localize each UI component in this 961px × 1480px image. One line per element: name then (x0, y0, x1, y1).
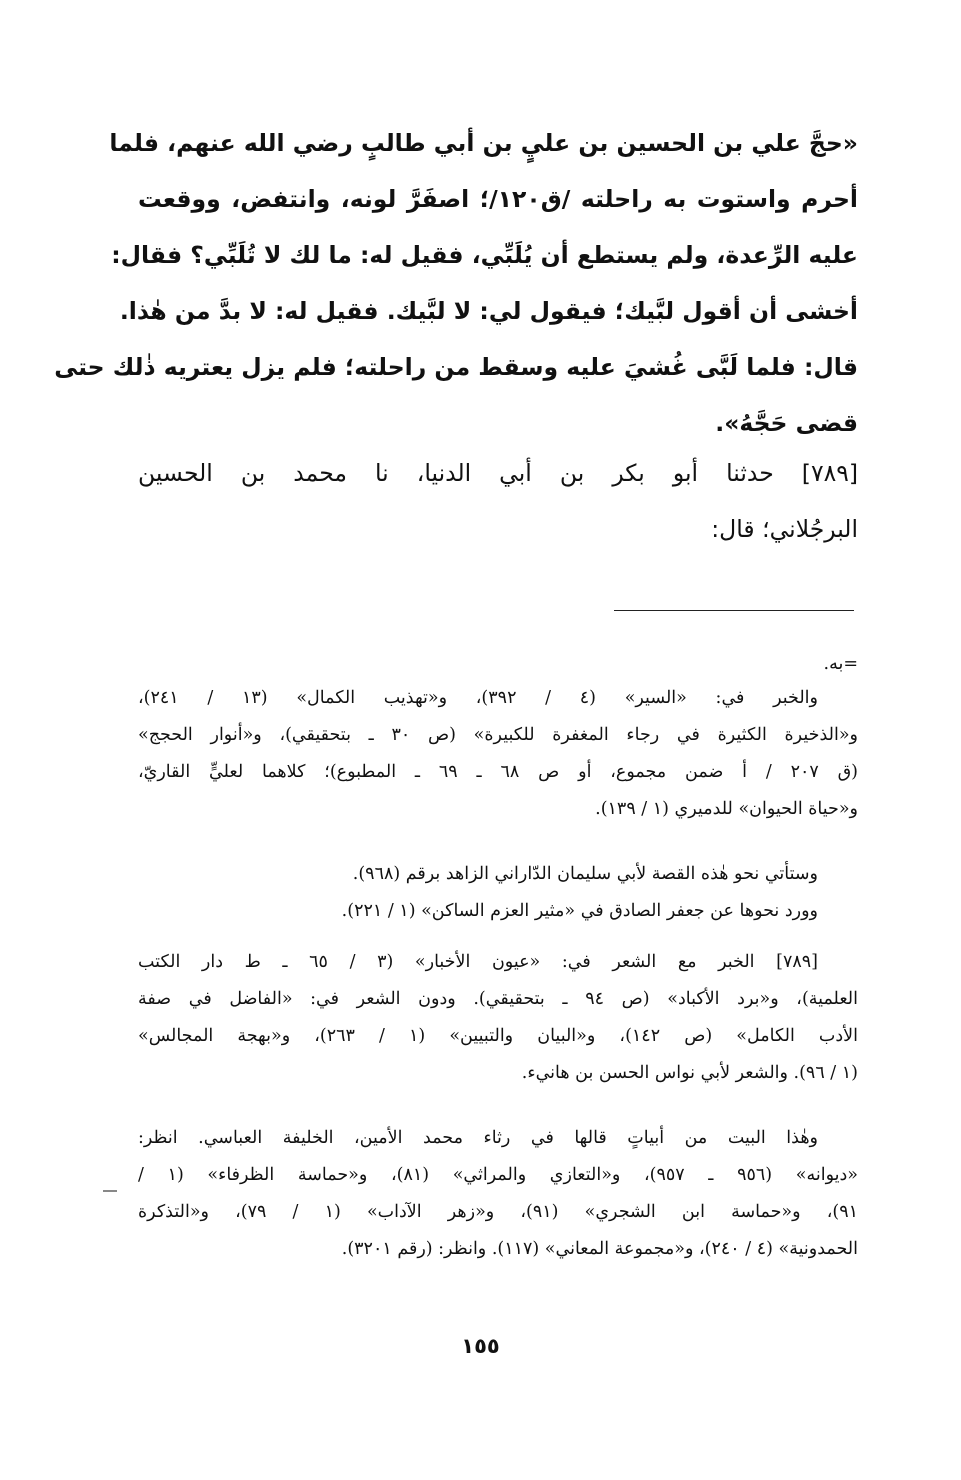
main-text-paragraph-2 (138, 445, 858, 557)
footnote-line: =به. (823, 654, 858, 674)
footnote-continuation (138, 646, 858, 683)
footnote-789 (138, 944, 858, 1092)
footnote-cross-references (138, 856, 858, 930)
main-text-paragraph-1 (54, 115, 858, 451)
footnote-line: [٧٨٩] الخبر مع الشعر في: «عيون الأخبار» (٣ / ٦٥ ـ ط دار الكتب (138, 952, 818, 972)
footnote-line: وهٰذا البيت من أبياتٍ قالها في رثاء محمد الأمين، الخليفة العباسي. انظر: (138, 1128, 818, 1148)
text-line: عليه الرِّعدة، ولم يستطع أن يُلَبِّي، فقيل له: ما لك لا تُلَبِّي؟ فقال: (111, 241, 858, 269)
footnote-sources (138, 680, 858, 828)
footnote-line: العلمية)، و«برد الأكباد» (ص ٩٤ ـ بتحقيقي). ودون الشعر في: «الفاضل في صفة (138, 989, 858, 1009)
footnote-line: (١ / ٩٦). والشعر لأبي نواس الحسن بن هانيء. (521, 1063, 858, 1083)
footnote-line: وستأتي نحو هٰذه القصة لأبي سليمان الدّاراني الزاهد برقم (٩٦٨). (352, 864, 818, 884)
scan-speck (103, 1190, 117, 1192)
footnote-line: (ق ٢٠٧ / أ ضمن مجموع، أو ص ٦٨ ـ ٦٩ ـ المطبوع)؛ كلاهما لعليٍّ القاريّ، (138, 762, 859, 782)
text-line: قضى حَجَّهُ». (715, 409, 858, 437)
text-line: أخشى أن أقول لبَّيك؛ فيقول لي: لا لبَّيك. فقيل له: لا بدَّ من هٰذا. (119, 297, 858, 325)
text-line: أحرم واستوت به راحلته /ق١٢٠/؛ اصفَرَّ لونه، وانتفض، ووقعت (138, 185, 858, 213)
footnote-line: ٩١)، و«حماسة ابن الشجري» (٩١)، و«زهر الآداب» (١ / ٧٩)، و«التذكرة (138, 1202, 858, 1222)
footnote-line: وورد نحوها عن جعفر الصادق في «مثير العزم الساكن» (١ / ٢٢١). (341, 901, 818, 921)
footnote-line: «ديوانه» (٩٥٦ ـ ٩٥٧)، و«التعازي والمراثي» (٨١)، و«حماسة الظرفاء» (١ / (138, 1165, 858, 1185)
footnote-line: و«حياة الحيوان» للدميري (١ / ١٣٩). (595, 799, 858, 819)
page-number: ١٥٥ (461, 1334, 500, 1358)
footnote-line: الأدب الكامل» (ص ١٤٢)، و«البيان والتبيين» (١ / ٢٦٣)، و«بهجة المجالس» (138, 1026, 859, 1046)
text-line: قال: فلما لَبَّى غُشيَ عليه وسقط من راحلته؛ فلم يزل يعتريه ذٰلك حتى (54, 353, 858, 381)
text-line: [٧٨٩] حدثنا أبو بكر بن أبي الدنيا، نا محمد بن الحسين (138, 459, 858, 487)
footnote-line: الحمدونية» (٤ / ٢٤٠)، و«مجموعة المعاني» (١١٧). وانظر: (رقم ٣٢٠١). (341, 1239, 858, 1259)
text-line: «حجَّ علي بن الحسين بن عليٍ بن أبي طالبٍ رضي الله عنهم، فلما (109, 129, 858, 157)
text-line: البرجُلاني؛ قال: (711, 515, 858, 543)
footnote-line: و«الذخيرة الكثيرة في رجاء المغفرة للكبيرة» (ص ٣٠ ـ بتحقيقي)، و«أنوار الحجج» (138, 725, 858, 745)
footnote-line: والخبر في: «السير» (٤ / ٣٩٢)، و«تهذيب الكمال» (١٣ / ٢٤١)، (138, 688, 818, 708)
footnote-verse-sources (138, 1120, 858, 1268)
footnote-separator (614, 610, 854, 611)
